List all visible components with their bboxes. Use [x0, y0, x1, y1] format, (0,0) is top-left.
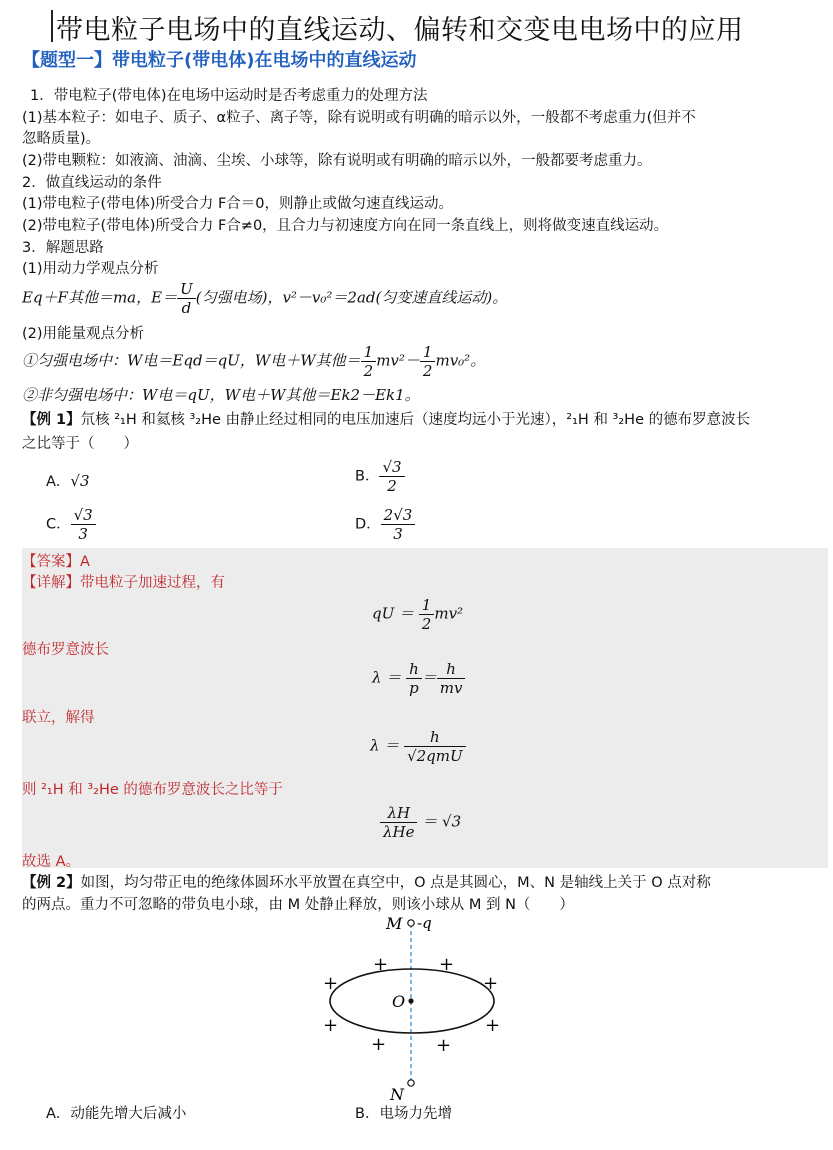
point-1-2: (2)带电颗粒：如液滴、油滴、尘埃、小球等，除有说明或有明确的暗示以外，一般都要考虑重力。: [22, 153, 652, 169]
frac-num: λH: [380, 804, 417, 823]
option-c-fraction: [71, 506, 96, 543]
u-over-d-fraction: [177, 280, 196, 317]
frac-den: 3: [78, 525, 88, 543]
point-3-1: (1)用动力学观点分析: [22, 261, 159, 277]
point-3: 3．解题思路: [22, 240, 104, 256]
point-2-1: (1)带电粒子(带电体)所受合力 F合＝0，则静止或做匀速直线运动。: [22, 196, 454, 212]
example-1-label: 【例 1】: [22, 412, 81, 428]
ring-figure: [300, 910, 540, 1105]
option-b-fraction: [379, 458, 404, 495]
example-1-stem-cont: 之比等于（ ）: [22, 436, 138, 452]
point-m: [408, 920, 414, 926]
option-b[interactable]: [355, 458, 405, 495]
answer-label: 【答案】A: [22, 554, 90, 570]
example-2-option-a[interactable]: A．动能先增大后减小: [46, 1106, 187, 1122]
frac-num: h: [437, 660, 466, 679]
frac-den: 2: [422, 362, 433, 380]
frac-num: 2√3: [381, 506, 416, 525]
center-point: [408, 998, 413, 1003]
plus-sign: +: [436, 1035, 452, 1056]
point-1-1-cont: 忽略质量)。: [22, 131, 101, 147]
label-o: O: [392, 992, 406, 1011]
dynamics-formula: [22, 280, 507, 317]
h-over-sqrt: [404, 728, 466, 765]
point-n: [408, 1080, 414, 1086]
formula-1-lhs: qU ＝: [372, 604, 415, 623]
frac-num: 1: [420, 343, 436, 362]
frac-den: λHe: [383, 823, 415, 841]
plus-sign: +: [485, 1015, 501, 1036]
example-2-text: 如图，均匀带正电的绝缘体圆环水平放置在真空中，O 点是其圆心，M、N 是轴线上关于 O 点对称: [80, 875, 711, 891]
ratio-statement: 则 ²₁H 和 ³₂He 的德布罗意波长之比等于: [22, 782, 283, 798]
example-2-option-b[interactable]: B．电场力先增: [355, 1106, 452, 1122]
text-cursor: [51, 10, 53, 42]
option-d-label: D．: [355, 516, 381, 533]
formula-2-eq: ＝: [421, 668, 437, 687]
energy-formula-a: ①匀强电场中：W电＝Eqd＝qU，W电＋W其他＝: [22, 351, 361, 370]
lambda-ratio: [380, 804, 417, 841]
frac-den: 2: [421, 615, 432, 633]
h-over-mv: [437, 660, 466, 697]
frac-num: h: [404, 728, 466, 747]
point-3-2: (2)用能量观点分析: [22, 326, 145, 342]
explanation-intro: 【详解】带电粒子加速过程，有: [22, 575, 225, 591]
option-c-label: C．: [46, 516, 71, 533]
formula-4-rhs: ＝ √3: [422, 812, 462, 831]
page-title: 带电粒子电场中的直线运动、偏转和交变电电场中的应用: [56, 15, 744, 46]
dynamics-formula-a: Eq＋F其他＝ma，E＝: [22, 288, 178, 307]
example-1-text: 氘核 ²₁H 和氦核 ³₂He 由静止经过相同的电压加速后（速度均远小于光速），²₁H 和 ³₂He 的德布罗意波长: [80, 412, 751, 428]
option-d-fraction: [381, 506, 416, 543]
plus-sign: +: [323, 1015, 339, 1036]
option-d[interactable]: [355, 506, 415, 543]
option-a-label: A．: [46, 474, 71, 490]
frac-num: h: [406, 660, 422, 679]
frac-den: 2: [363, 362, 374, 380]
frac-num: 1: [419, 596, 435, 615]
frac-den: mv: [439, 679, 463, 697]
frac-den: 2: [387, 477, 397, 495]
frac-num: U: [177, 280, 196, 299]
option-c[interactable]: [46, 506, 96, 543]
frac-num: 1: [361, 343, 377, 362]
label-charge: -q: [417, 914, 432, 932]
label-n: N: [390, 1085, 404, 1104]
frac-den: p: [409, 679, 419, 697]
energy-formula-uniform: [22, 343, 485, 380]
plus-sign: +: [373, 954, 389, 975]
energy-formula-c: mv₀²。: [435, 351, 486, 370]
point-1: 1．带电粒子(带电体)在电场中运动时是否考虑重力的处理方法: [30, 88, 428, 104]
option-a[interactable]: [46, 470, 90, 491]
final-choice: 故选 A。: [22, 854, 81, 870]
section-heading: 【题型一】带电粒子(带电体)在电场中的直线运动: [22, 50, 417, 71]
label-m: M: [386, 914, 403, 933]
plus-sign: +: [439, 954, 455, 975]
point-1-1: (1)基本粒子：如电子、质子、α粒子、离子等，除有说明或有明确的暗示以外，一般都不考虑重力(但并不: [22, 110, 696, 126]
solution-formula-1: [372, 596, 463, 633]
frac-den: 3: [393, 525, 403, 543]
formula-1-fraction: [419, 596, 435, 633]
solution-formula-4: [380, 804, 461, 841]
energy-formula-b: mv²－: [376, 351, 420, 370]
plus-sign: +: [483, 973, 499, 994]
point-2: 2．做直线运动的条件: [22, 175, 162, 191]
combine-label: 联立，解得: [22, 710, 95, 726]
formula-2-lhs: λ ＝: [372, 668, 402, 687]
dynamics-formula-b: (匀强电场)，v²－v₀²＝2ad(匀变速直线运动)。: [195, 288, 508, 307]
formula-1-rhs: mv²: [434, 604, 464, 623]
frac-num: √3: [379, 458, 404, 477]
example-1-stem: [22, 408, 750, 429]
example-2-stem: [22, 871, 711, 892]
frac-den: √2qmU: [407, 747, 463, 765]
point-2-2: (2)带电粒子(带电体)所受合力 F合≠0，且合力与初速度方向在同一条直线上，则将做变速直线运动。: [22, 218, 669, 234]
frac-den: d: [181, 299, 192, 317]
half-fraction: [420, 343, 436, 380]
h-over-p: [406, 660, 422, 697]
example-2-stem-cont: 的两点。重力不可忽略的带负电小球，由 M 处静止释放，则该小球从 M 到 N（ ）: [22, 897, 574, 913]
half-fraction: [361, 343, 377, 380]
frac-num: √3: [71, 506, 96, 525]
plus-sign: +: [371, 1034, 387, 1055]
formula-3-lhs: λ ＝: [370, 736, 400, 755]
debroglie-label: 德布罗意波长: [22, 642, 109, 658]
option-a-value: √3: [70, 472, 90, 490]
option-b-label: B．: [355, 468, 380, 485]
plus-sign: +: [323, 973, 339, 994]
energy-formula-nonuniform: ②非匀强电场中：W电＝qU，W电＋W其他＝Ek2－Ek1。: [22, 386, 420, 404]
solution-formula-3: [370, 728, 466, 765]
solution-formula-2: [372, 660, 465, 697]
example-2-label: 【例 2】: [22, 875, 81, 891]
